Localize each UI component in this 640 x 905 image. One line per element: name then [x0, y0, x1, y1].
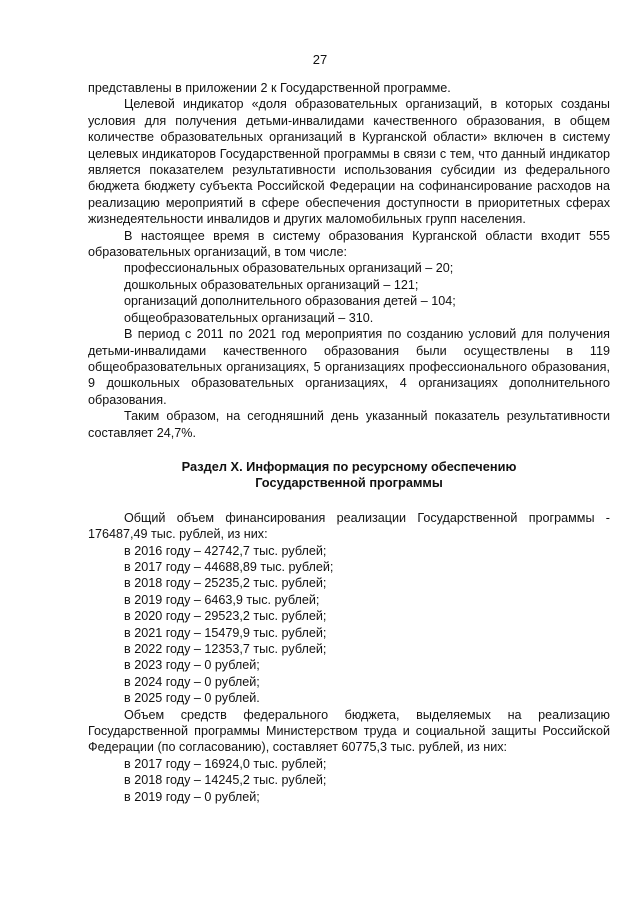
- list-item: в 2017 году – 44688,89 тыс. рублей;: [124, 559, 334, 574]
- funding-by-year-list: [88, 543, 610, 707]
- list-item: общеобразовательных организаций – 310.: [124, 310, 374, 325]
- list-item: дошкольных образовательных организаций – 121;: [124, 277, 419, 292]
- list-item: в 2024 году – 0 рублей;: [124, 674, 260, 689]
- section-title-line-1: Раздел X. Информация по ресурсному обеспечению: [181, 458, 517, 474]
- list-item: в 2025 году – 0 рублей.: [124, 691, 260, 706]
- list-item: в 2019 году – 0 рублей;: [124, 789, 260, 804]
- paragraph-total-funding: Общий объем финансирования реализации Государственной программы - 176487,49 тыс. рублей, из них:: [88, 510, 610, 542]
- organizations-list: [88, 260, 610, 326]
- paragraph-continuation: представлены в приложении 2 к Государственной программе.: [88, 81, 451, 95]
- list-item: в 2018 году – 14245,2 тыс. рублей;: [124, 773, 327, 788]
- list-item: в 2016 году – 42742,7 тыс. рублей;: [124, 543, 327, 558]
- list-item: в 2020 году – 29523,2 тыс. рублей;: [124, 609, 327, 624]
- section-title-line-2: Государственной программы: [255, 475, 443, 491]
- list-item: в 2017 году – 16924,0 тыс. рублей;: [124, 756, 327, 771]
- document-body: [88, 80, 610, 805]
- list-item: профессиональных образовательных организаций – 20;: [124, 261, 454, 276]
- list-item: в 2019 году – 6463,9 тыс. рублей;: [124, 592, 320, 607]
- paragraph-result: Таким образом, на сегодняшний день указанный показатель результативности составляет 24,7%.: [88, 409, 610, 440]
- list-item: в 2021 году – 15479,9 тыс. рублей;: [124, 625, 327, 640]
- federal-funding-by-year-list: [88, 756, 610, 805]
- page-number: 27: [312, 52, 328, 67]
- section-title: [88, 459, 610, 492]
- paragraph-education-system: В настоящее время в систему образования Курганской области входит 555 образовательных организаций, в том числе:: [88, 228, 610, 260]
- paragraph-federal-funding: Объем средств федерального бюджета, выделяемых на реализацию Государственной программы Министерством труда и социальной защиты Российской Федерации (по согласованию), составляет 60775,3 тыс. рублей, из них:: [88, 707, 610, 755]
- paragraph-period-measures: В период с 2011 по 2021 год мероприятия по созданию условий для получения детьми-инвалидами качественного образования были осуществлены в 119 общеобразовательных организациях, 5 организациях профессионального образования, 9 дошкольных образовательных организациях, 4 организациях дополнительного образования.: [88, 327, 610, 407]
- paragraph-target-indicator: Целевой индикатор «доля образовательных организаций, в которых созданы условия для получения детьми-инвалидами качественного образования, в общем количестве образовательных организаций в Курганской области» включен в систему целевых индикаторов Государственной программы в связи с тем, что данный индикатор является показателем результативности использования субсидии из федерального бюджета бюджету субъекта Российской Федерации на софинансирование расходов на реализацию мероприятий в сфере обеспечения доступности в приоритетных сферах жизнедеятельности инвалидов и других маломобильных групп населения.: [88, 97, 610, 227]
- list-item: в 2018 году – 25235,2 тыс. рублей;: [124, 576, 327, 591]
- list-item: в 2022 году – 12353,7 тыс. рублей;: [124, 642, 327, 656]
- list-item: в 2023 году – 0 рублей;: [124, 658, 260, 673]
- list-item: организаций дополнительного образования детей – 104;: [124, 294, 456, 309]
